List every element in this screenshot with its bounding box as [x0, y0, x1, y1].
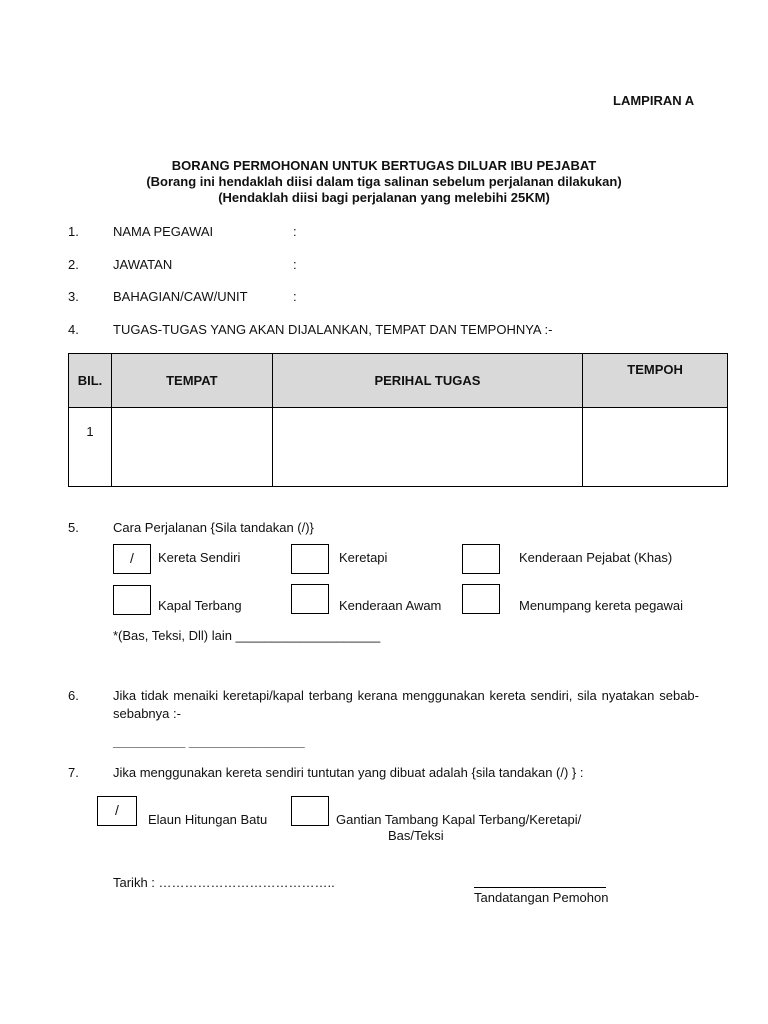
col-header-perihal-tugas: PERIHAL TUGAS — [272, 354, 582, 408]
section6-question: Jika tidak menaiki keretapi/kapal terbang kerana menggunakan kereta sendiri, sila nyatakan sebab- — [113, 688, 699, 703]
section6-question-cont: sebabnya :- — [113, 706, 181, 721]
checkbox-keretapi[interactable] — [291, 544, 329, 574]
field-separator: : — [293, 224, 297, 239]
option-label-kenderaan-pejabat: Kenderaan Pejabat (Khas) — [519, 550, 673, 565]
nama-pegawai-input[interactable] — [305, 222, 705, 240]
section-number: 6. — [68, 688, 79, 703]
section6-answer-line[interactable]: __________ ________________ — [113, 734, 305, 749]
section-number: 7. — [68, 765, 79, 780]
form-subtitle-copies: (Borang ini hendaklah diisi dalam tiga salinan sebelum perjalanan dilakukan) — [146, 174, 622, 189]
cell-bil: 1 — [69, 408, 112, 487]
field-number: 3. — [68, 289, 79, 304]
section5-label: Cara Perjalanan {Sila tandakan (/)} — [113, 520, 314, 535]
col-header-tempat: TEMPAT — [111, 354, 272, 408]
checkbox-menumpang-kereta[interactable] — [462, 584, 500, 614]
section7-label: Jika menggunakan kereta sendiri tuntutan yang dibuat adalah {sila tandakan (/) } : — [113, 765, 584, 780]
jawatan-input[interactable] — [305, 255, 705, 273]
form-subtitle-distance: (Hendaklah diisi bagi perjalanan yang melebihi 25KM) — [218, 190, 550, 205]
field-separator: : — [293, 289, 297, 304]
col-header-tempoh: TEMPOH — [583, 354, 728, 408]
cell-tempoh[interactable] — [583, 408, 728, 487]
tasks-table — [68, 353, 728, 487]
section-number: 5. — [68, 520, 79, 535]
option-label-kenderaan-awam: Kenderaan Awam — [339, 598, 442, 613]
field-number: 2. — [68, 257, 79, 272]
option-label-kereta-sendiri: Kereta Sendiri — [158, 550, 241, 565]
field-separator: : — [293, 257, 297, 272]
col-header-bil: BIL. — [69, 354, 112, 408]
other-transport-note: *(Bas, Teksi, Dll) lain ____________________ — [113, 628, 381, 643]
lampiran-label: LAMPIRAN A — [613, 93, 695, 108]
section4-label: TUGAS-TUGAS YANG AKAN DIJALANKAN, TEMPAT DAN TEMPOHNYA :- — [113, 322, 553, 337]
field-label-nama-pegawai: NAMA PEGAWAI — [113, 224, 214, 239]
checkbox-gantian-tambang[interactable] — [291, 796, 329, 826]
checkbox-elaun-hitungan-batu[interactable]: / — [97, 796, 137, 826]
field-number: 1. — [68, 224, 79, 239]
option-label-elaun-hitungan-batu: Elaun Hitungan Batu — [148, 812, 268, 827]
option-label-kapal-terbang: Kapal Terbang — [158, 598, 242, 613]
date-field[interactable]: Tarikh : ………………………………….. — [113, 875, 335, 890]
cell-tempat[interactable] — [111, 408, 272, 487]
field-label-jawatan: JAWATAN — [113, 257, 173, 272]
bahagian-input[interactable] — [305, 287, 705, 305]
option-label-gantian-tambang: Gantian Tambang Kapal Terbang/Keretapi/ — [336, 812, 582, 827]
signature-line[interactable] — [474, 887, 606, 888]
signature-label: Tandatangan Pemohon — [474, 890, 609, 905]
checkbox-kenderaan-pejabat[interactable] — [462, 544, 500, 574]
checkbox-kapal-terbang[interactable] — [113, 585, 151, 615]
option-label-keretapi: Keretapi — [339, 550, 388, 565]
checkbox-kenderaan-awam[interactable] — [291, 584, 329, 614]
checkbox-kereta-sendiri[interactable]: / — [113, 544, 151, 574]
table-row — [69, 408, 728, 487]
section-number: 4. — [68, 322, 79, 337]
field-label-bahagian: BAHAGIAN/CAW/UNIT — [113, 289, 248, 304]
cell-perihal[interactable] — [272, 408, 582, 487]
table-header-row — [69, 354, 728, 408]
option-label-gantian-tambang-cont: Bas/Teksi — [388, 828, 444, 843]
form-title: BORANG PERMOHONAN UNTUK BERTUGAS DILUAR IBU PEJABAT — [171, 158, 597, 173]
option-label-menumpang-kereta: Menumpang kereta pegawai — [519, 598, 684, 613]
